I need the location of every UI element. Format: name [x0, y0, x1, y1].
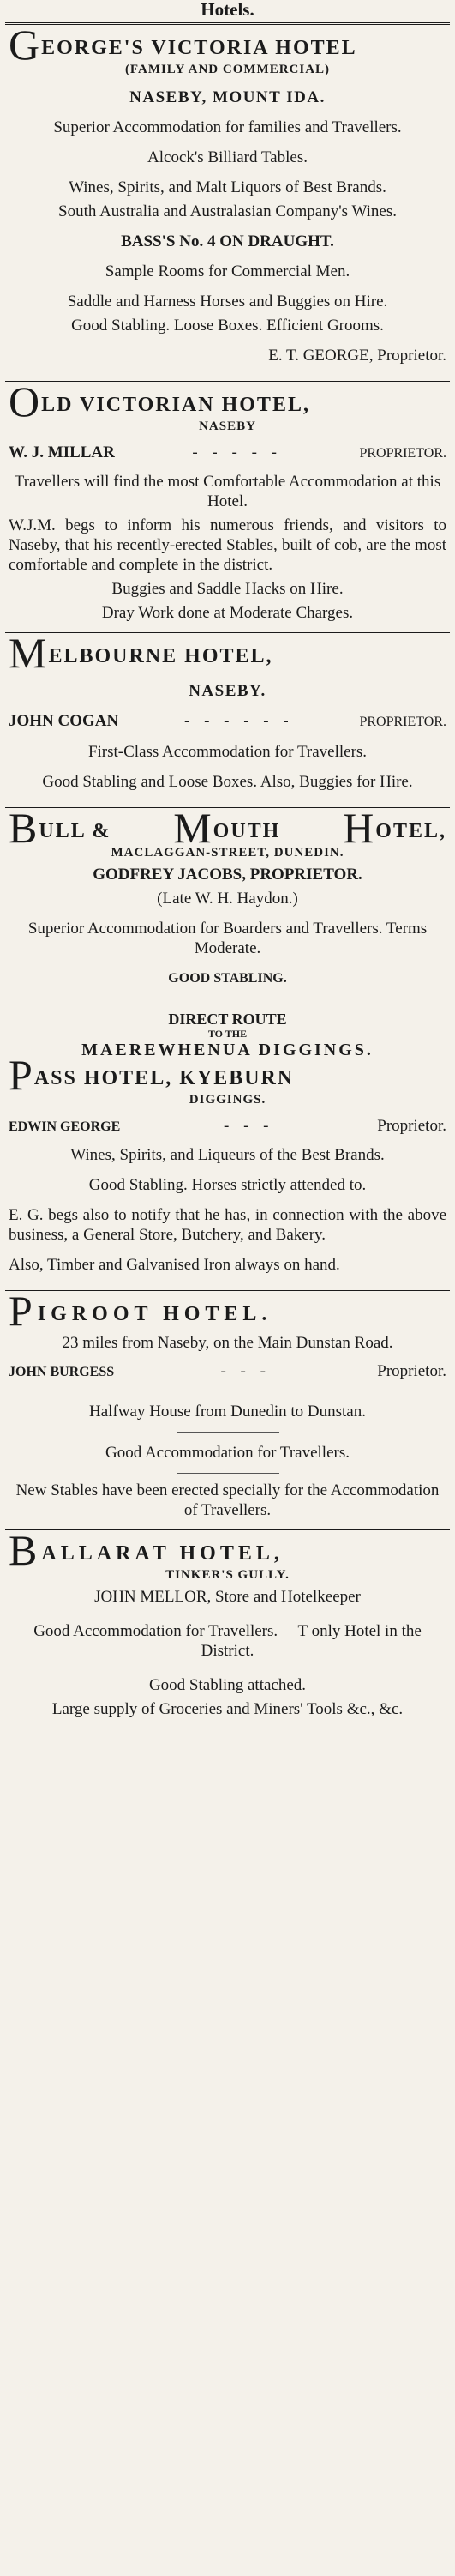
ad-line: BASS'S No. 4 ON DRAUGHT. [121, 232, 334, 250]
proprietor-row [9, 443, 446, 463]
ad-heading [9, 1287, 446, 1335]
ad-place: 23 miles from Naseby, on the Main Dunstan Road. [62, 1334, 393, 1352]
ad-line: Good Accommodation for Travellers.— T only Hotel in the District. [33, 1622, 422, 1660]
ad-line: New Stables have been erected specially for the Accommodation of Travellers. [15, 1481, 440, 1519]
ad-line: E. G. begs also to notify that he has, in connection with the above business, a General Store, Butchery, and Bakery. [9, 1206, 446, 1244]
ad-line: Travellers will find the most Comfortable Accommodation at this Hotel. [14, 473, 441, 510]
divider [5, 1290, 450, 1291]
proprietor-name: EDWIN GEORGE [9, 1119, 121, 1134]
route-line-3: MAEREWHENUA DIGGINGS. [81, 1041, 374, 1059]
heading-text: IGROOT HOTEL. [37, 1303, 272, 1325]
divider [5, 22, 450, 25]
drop-cap: P [9, 1287, 38, 1335]
proprietor-label: Proprietor. [377, 1117, 446, 1135]
proprietor-name: W. J. MILLAR [9, 443, 115, 462]
ad-line: GOOD STABLING. [168, 971, 287, 986]
heading-text: EORGE'S VICTORIA HOTEL [41, 37, 357, 59]
ad-line: Dray Work done at Moderate Charges. [101, 604, 354, 622]
drop-cap: O [9, 377, 42, 425]
drop-cap: M [173, 804, 213, 852]
heading-text: ALLARAT HOTEL, [41, 1542, 284, 1565]
ad-pigroot-hotel [5, 1287, 450, 1526]
drop-cap: P [9, 1051, 34, 1099]
ad-line: Buggies and Saddle Hacks on Hire. [111, 580, 344, 598]
leader-dashes: - - - [224, 1117, 274, 1135]
ad-proprietor: JOHN MELLOR, Store and Hotelkeeper [94, 1588, 361, 1606]
ad-line: Sample Rooms for Commercial Men. [105, 262, 350, 281]
heading-word: HOTEL, [343, 804, 446, 852]
divider [5, 807, 450, 808]
ad-line: Good Accommodation for Travellers. [105, 1444, 350, 1462]
ad-subheading: TINKER'S GULLY. [165, 1568, 290, 1582]
ad-line: Alcock's Billiard Tables. [147, 148, 308, 166]
route-line-2: TO THE [207, 1028, 248, 1040]
proprietor-label: Proprietor. [377, 1362, 446, 1380]
ad-line: Saddle and Harness Horses and Buggies on Hire. [67, 293, 388, 311]
proprietor-name: JOHN COGAN [9, 712, 119, 730]
divider [5, 1529, 450, 1530]
heading-word: BULL & [9, 804, 111, 852]
ad-old-victorian-hotel [5, 377, 450, 629]
heading-text: LD VICTORIAN HOTEL, [41, 394, 310, 416]
section-title: Hotels. [201, 0, 254, 20]
ad-line: Wines, Spirits, and Malt Liquors of Best Brands. [69, 178, 386, 196]
ad-heading [9, 629, 446, 677]
ad-heading [9, 1526, 446, 1574]
ad-subheading: (FAMILY AND COMMERCIAL) [124, 63, 331, 76]
leader-dashes: - - - - - [192, 443, 282, 462]
ad-address: MACLAGGAN-STREET, DUNEDIN. [111, 846, 344, 860]
ad-line: Good Stabling and Loose Boxes. Also, Buggies for Hire. [42, 773, 413, 791]
proprietor-row [9, 711, 446, 732]
drop-cap: B [9, 1526, 42, 1574]
ad-late-owner: (Late W. H. Haydon.) [157, 890, 298, 908]
route-line-1: DIRECT ROUTE [168, 1010, 287, 1028]
ad-ballarat-hotel [5, 1526, 450, 1725]
ad-line: Halfway House from Dunedin to Dunstan. [89, 1403, 366, 1421]
ad-line: Wines, Spirits, and Liqueurs of the Best Brands. [70, 1146, 385, 1164]
ad-line: Good Stabling. Loose Boxes. Efficient Grooms. [71, 317, 384, 335]
ad-signature: E. T. GEORGE, Proprietor. [268, 347, 446, 365]
proprietor-label: PROPRIETOR. [359, 715, 446, 729]
divider [5, 632, 450, 633]
ad-subheading: NASEBY [199, 419, 256, 433]
proprietor-name: JOHN BURGESS [9, 1365, 115, 1379]
ad-bull-and-mouth-hotel [5, 804, 450, 1000]
ad-place: NASEBY. [189, 682, 266, 700]
ad-pass-hotel-kyeburn [5, 1008, 450, 1287]
ad-line: W.J.M. begs to inform his numerous friends, and visitors to Naseby, that his recently-erected Stables, built of cob, are the most comfortable and complete in the district. [9, 516, 446, 574]
proprietor-label: PROPRIETOR. [359, 446, 446, 461]
ad-line: Good Stabling attached. [148, 1676, 307, 1694]
proprietor-row [9, 1361, 446, 1382]
ad-line: First-Class Accommodation for Travellers. [87, 743, 368, 761]
ad-line: Superior Accommodation for families and Travellers. [53, 118, 402, 136]
ad-line: South Australia and Australasian Company's Wines. [58, 202, 397, 220]
ad-subheading: DIGGINGS. [189, 1093, 266, 1107]
ad-proprietor: GODFREY JACOBS, PROPRIETOR. [93, 866, 362, 884]
heading-text: ELBOURNE HOTEL, [48, 645, 273, 667]
ad-line: Also, Timber and Galvanised Iron always on hand. [9, 1256, 340, 1274]
heading-word: MOUTH [173, 804, 281, 852]
drop-cap: H [343, 804, 376, 852]
leader-dashes: - - - - - - [184, 712, 294, 730]
drop-cap: B [9, 804, 39, 852]
drop-cap: M [9, 629, 49, 677]
heading-text: ASS HOTEL, KYEBURN [33, 1067, 295, 1089]
short-divider [177, 1473, 279, 1474]
ad-line: Good Stabling. Horses strictly attended to. [88, 1176, 367, 1194]
ad-heading [9, 804, 446, 852]
ad-heading [9, 377, 446, 425]
ad-line: Large supply of Groceries and Miners' Tools &c., &c. [51, 1700, 404, 1718]
divider [5, 381, 450, 382]
proprietor-row [9, 1116, 446, 1137]
ad-line: Superior Accommodation for Boarders and Travellers. Terms Moderate. [27, 920, 428, 957]
leader-dashes: - - - [220, 1362, 271, 1380]
drop-cap: G [9, 21, 42, 69]
ad-place: NASEBY, MOUNT IDA. [129, 88, 326, 106]
short-divider [177, 1432, 279, 1433]
ad-melbourne-hotel [5, 629, 450, 804]
ad-georges-victoria-hotel [5, 21, 450, 377]
ad-heading [9, 21, 446, 69]
ad-heading [9, 1051, 446, 1099]
